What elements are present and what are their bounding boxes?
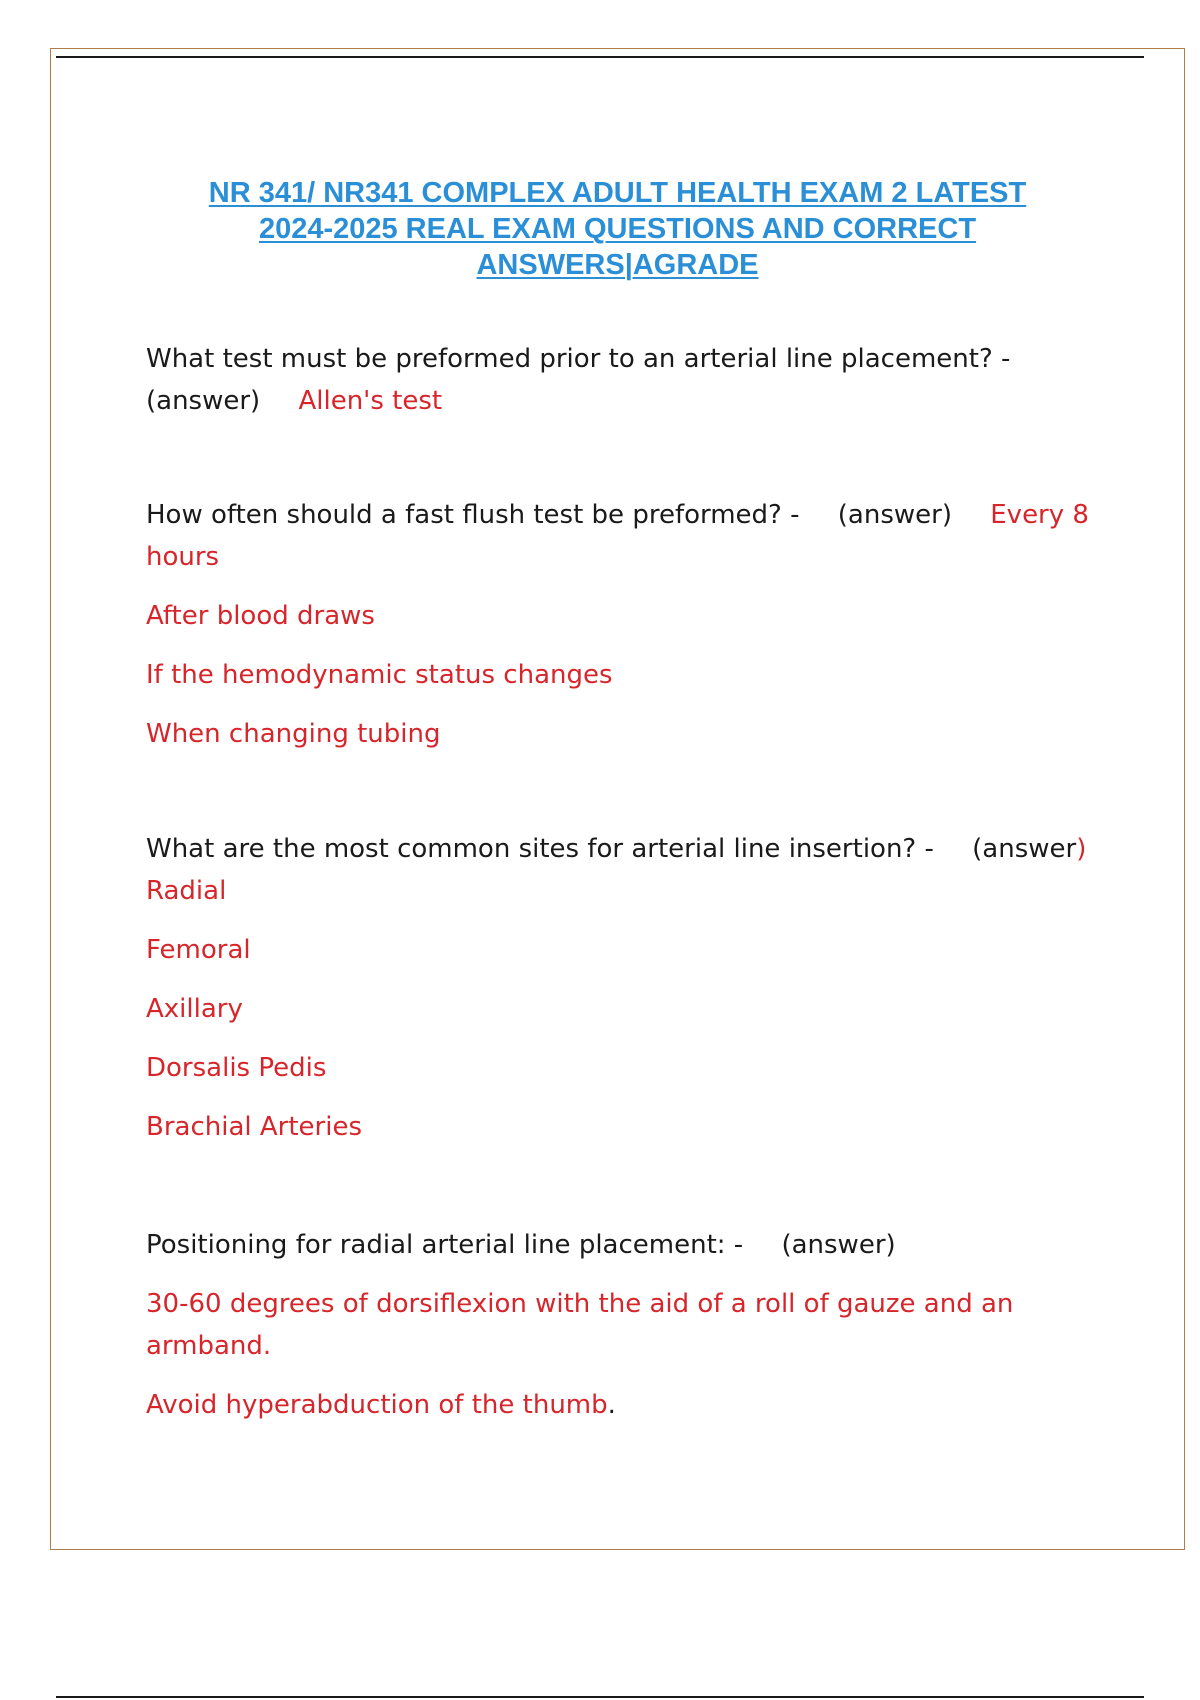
answer-label-paren: ) — [1076, 834, 1087, 864]
answer-label: (answer — [972, 834, 1077, 864]
answer-3-item: Dorsalis Pedis — [146, 1053, 327, 1083]
answer-label: (answer) — [837, 500, 952, 530]
answer-3-item: Brachial Arteries — [146, 1112, 362, 1142]
header-rule — [56, 56, 1144, 58]
question-3: What are the most common sites for arterial line insertion? - (answer) — [146, 834, 1087, 864]
document-title[interactable] — [160, 175, 1075, 283]
answer-label: (answer) — [146, 386, 261, 416]
title-line-3[interactable]: ANSWERS|AGRADE — [476, 249, 759, 281]
qa-content — [146, 338, 1096, 1426]
answer-3-item: Femoral — [146, 935, 251, 965]
question-4: Positioning for radial arterial line placement: - (answer) — [146, 1230, 896, 1260]
title-line-2[interactable]: 2024-2025 REAL EXAM QUESTIONS AND CORRECT — [258, 213, 977, 245]
answer-2-item: If the hemodynamic status changes — [146, 660, 613, 690]
answer-2-item: After blood draws — [146, 601, 375, 631]
answer-4-item: 30-60 degrees of dorsiflexion with the aid of a roll of gauze and an armband. — [146, 1289, 1014, 1361]
answer-2-cont: hours — [146, 542, 220, 572]
answer-3-item: Axillary — [146, 994, 243, 1024]
answer-2-item: When changing tubing — [146, 719, 441, 749]
answer-3-item: Radial — [146, 876, 227, 906]
footer-rule — [56, 1696, 1144, 1698]
answer-1: Allen's test — [298, 386, 443, 416]
title-line-1[interactable]: NR 341/ NR341 COMPLEX ADULT HEALTH EXAM 2 LATEST — [208, 177, 1027, 209]
answer-2-inline: Every 8 — [990, 500, 1089, 530]
final-period: . — [607, 1390, 616, 1420]
answer-label: (answer) — [781, 1230, 896, 1260]
question-2: How often should a fast flush test be preformed? - (answer) Every 8 hours — [146, 500, 1089, 572]
question-1: What test must be preformed prior to an arterial line placement? - (answer) Allen's test — [146, 344, 1011, 416]
answer-4-item: Avoid hyperabduction of the thumb. — [146, 1390, 616, 1420]
